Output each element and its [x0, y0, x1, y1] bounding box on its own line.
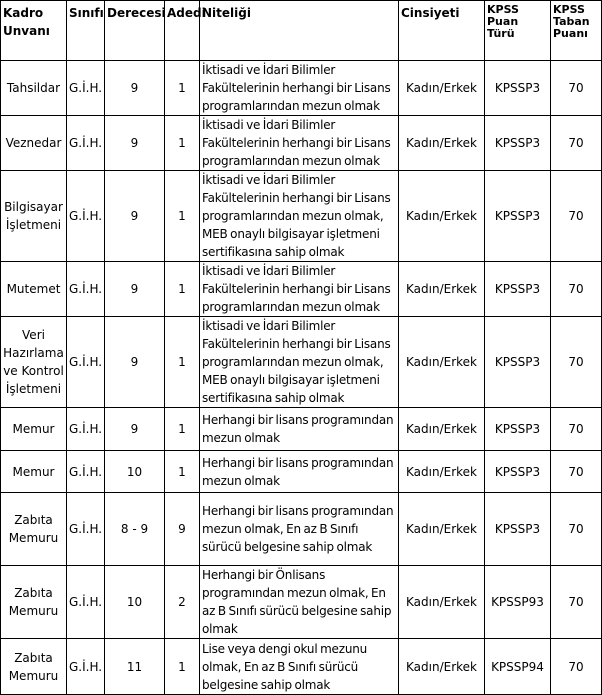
cell-cinsiyet: Kadın/Erkek	[399, 639, 485, 695]
column-header-nitelik: Niteliği	[200, 1, 399, 61]
cell-nitelik: İktisadi ve İdari Bilimler Fakültelerinin herhangi bir Lisans programlarından mezun olmak	[200, 116, 399, 171]
column-header-sinif: Sınıfı	[67, 1, 105, 61]
table-row	[1, 639, 602, 695]
cell-unvan: Memur	[1, 408, 67, 451]
cell-unvan: Veznedar	[1, 116, 67, 171]
cell-nitelik: Herhangi bir lisans programından mezun olmak, En az B Sınıfı sürücü belgesine sahip olmak	[200, 493, 399, 566]
column-header-derece: Derecesi	[105, 1, 165, 61]
cell-sinif: G.İ.H.	[67, 116, 105, 171]
cell-adet: 2	[165, 566, 200, 639]
table-row	[1, 408, 602, 451]
cell-derece: 10	[105, 451, 165, 493]
column-header-unvan: Kadro Unvanı	[1, 1, 67, 61]
cell-adet: 1	[165, 317, 200, 408]
cell-sinif: G.İ.H.	[67, 566, 105, 639]
cell-sinif: G.İ.H.	[67, 408, 105, 451]
cell-nitelik: Herhangi bir lisans programından mezun olmak	[200, 408, 399, 451]
cell-nitelik: Lise veya dengi okul mezunu olmak, En az B Sınıfı sürücü belgesine sahip olmak	[200, 639, 399, 695]
cell-unvan: Zabıta Memuru	[1, 639, 67, 695]
cell-adet: 1	[165, 61, 200, 116]
cell-adet: 1	[165, 451, 200, 493]
cell-adet: 1	[165, 171, 200, 262]
table-body	[1, 61, 602, 695]
cell-sinif: G.İ.H.	[67, 61, 105, 116]
cell-sinif: G.İ.H.	[67, 639, 105, 695]
cell-unvan: Tahsildar	[1, 61, 67, 116]
cell-cinsiyet: Kadın/Erkek	[399, 61, 485, 116]
cell-derece: 9	[105, 171, 165, 262]
cell-taban: 70	[551, 61, 602, 116]
column-header-puan-turu: KPSS Puan Türü	[485, 1, 551, 61]
cell-unvan: Bilgisayar İşletmeni	[1, 171, 67, 262]
cell-sinif: G.İ.H.	[67, 262, 105, 317]
table-row	[1, 262, 602, 317]
cell-sinif: G.İ.H.	[67, 493, 105, 566]
cell-taban: 70	[551, 451, 602, 493]
table-row	[1, 451, 602, 493]
table-row	[1, 116, 602, 171]
cell-unvan: Zabıta Memuru	[1, 566, 67, 639]
cell-sinif: G.İ.H.	[67, 317, 105, 408]
column-header-adet: Adedi	[165, 1, 200, 61]
cell-adet: 9	[165, 493, 200, 566]
cell-derece: 11	[105, 639, 165, 695]
cell-sinif: G.İ.H.	[67, 451, 105, 493]
cell-unvan: Zabıta Memuru	[1, 493, 67, 566]
cell-taban: 70	[551, 566, 602, 639]
cell-puan-turu: KPSSP3	[485, 61, 551, 116]
cell-puan-turu: KPSSP3	[485, 493, 551, 566]
cell-cinsiyet: Kadın/Erkek	[399, 408, 485, 451]
cell-derece: 8 - 9	[105, 493, 165, 566]
table-row	[1, 61, 602, 116]
table-row	[1, 171, 602, 262]
cell-puan-turu: KPSSP3	[485, 451, 551, 493]
cell-taban: 70	[551, 639, 602, 695]
table-row	[1, 566, 602, 639]
cell-puan-turu: KPSSP3	[485, 116, 551, 171]
table-row	[1, 493, 602, 566]
cell-derece: 9	[105, 116, 165, 171]
cell-unvan: Mutemet	[1, 262, 67, 317]
cell-cinsiyet: Kadın/Erkek	[399, 451, 485, 493]
column-header-taban: KPSS Taban Puanı	[551, 1, 602, 61]
cell-puan-turu: KPSSP3	[485, 408, 551, 451]
cell-derece: 9	[105, 408, 165, 451]
cell-cinsiyet: Kadın/Erkek	[399, 493, 485, 566]
table-row	[1, 317, 602, 408]
cell-nitelik: Herhangi bir lisans programından mezun olmak	[200, 451, 399, 493]
cell-puan-turu: KPSSP3	[485, 171, 551, 262]
cell-unvan: Veri Hazırlama ve Kontrol İşletmeni	[1, 317, 67, 408]
cell-cinsiyet: Kadın/Erkek	[399, 262, 485, 317]
cell-cinsiyet: Kadın/Erkek	[399, 317, 485, 408]
cell-derece: 9	[105, 317, 165, 408]
cell-nitelik: İktisadi ve İdari Bilimler Fakültelerinin herhangi bir Lisans programlarından mezun olmak	[200, 262, 399, 317]
cell-puan-turu: KPSSP3	[485, 317, 551, 408]
cell-nitelik: İktisadi ve İdari Bilimler Fakültelerinin herhangi bir Lisans programlarından mezun olmak, MEB onaylı bilgisayar işletmeni sertifikasına sahip olmak	[200, 171, 399, 262]
cell-adet: 1	[165, 262, 200, 317]
cell-taban: 70	[551, 317, 602, 408]
cell-taban: 70	[551, 493, 602, 566]
cell-puan-turu: KPSSP3	[485, 262, 551, 317]
cell-sinif: G.İ.H.	[67, 171, 105, 262]
cell-derece: 9	[105, 262, 165, 317]
cell-cinsiyet: Kadın/Erkek	[399, 566, 485, 639]
cell-adet: 1	[165, 408, 200, 451]
cell-taban: 70	[551, 408, 602, 451]
cell-nitelik: Herhangi bir Önlisans programından mezun olmak, En az B Sınıfı sürücü belgesine sahip olmak	[200, 566, 399, 639]
cell-puan-turu: KPSSP93	[485, 566, 551, 639]
cell-nitelik: İktisadi ve İdari Bilimler Fakültelerinin herhangi bir Lisans programlarından mezun olmak	[200, 61, 399, 116]
cell-derece: 9	[105, 61, 165, 116]
column-header-cinsiyet: Cinsiyeti	[399, 1, 485, 61]
cell-cinsiyet: Kadın/Erkek	[399, 116, 485, 171]
cell-taban: 70	[551, 171, 602, 262]
cell-taban: 70	[551, 262, 602, 317]
cell-puan-turu: KPSSP94	[485, 639, 551, 695]
cell-taban: 70	[551, 116, 602, 171]
cell-adet: 1	[165, 116, 200, 171]
table-header	[1, 1, 602, 61]
cell-unvan: Memur	[1, 451, 67, 493]
cell-adet: 1	[165, 639, 200, 695]
cell-cinsiyet: Kadın/Erkek	[399, 171, 485, 262]
cell-derece: 10	[105, 566, 165, 639]
cell-nitelik: İktisadi ve İdari Bilimler Fakültelerinin herhangi bir Lisans programlarından mezun olmak, MEB onaylı bilgisayar işletmeni sertifikasına sahip olmak	[200, 317, 399, 408]
